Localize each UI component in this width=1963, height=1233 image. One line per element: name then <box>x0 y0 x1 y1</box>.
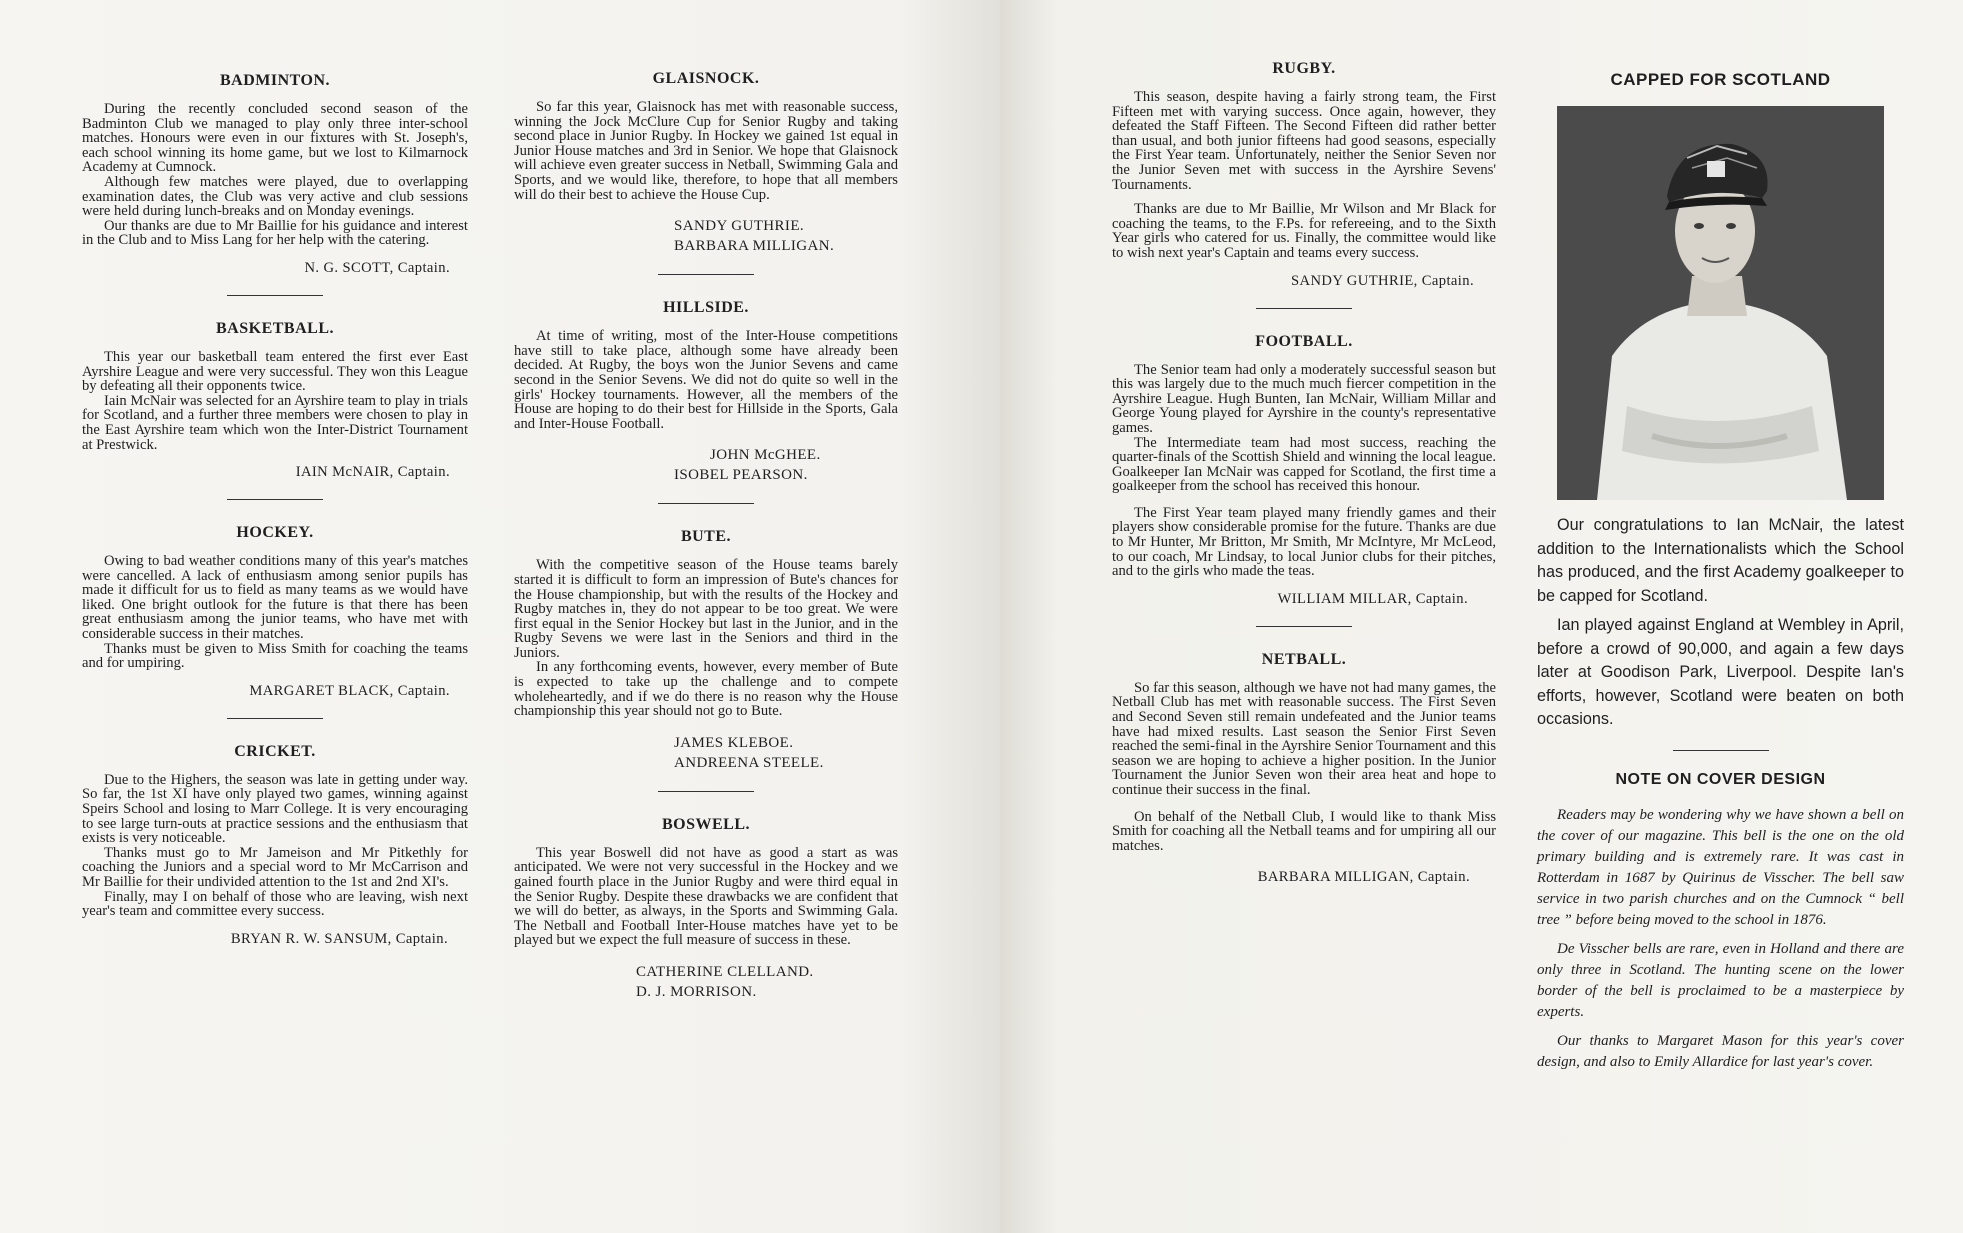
hillside-heading: HILLSIDE. <box>663 299 749 317</box>
netball-section <box>1112 651 1496 887</box>
bute-para: With the competitive season of the House teams barely started it is difficult to form an impression of Bute's chances for the House championship, but with the results of the Hockey and Rugby matches in, they do not appear to be too great. We were first equal in the Senior Hockey but last in the Junior, and in the Rugby Sevens we were last in the Seniors and third in the Juniors. <box>514 557 898 661</box>
house-captain-name: BARBARA MILLIGAN. <box>674 238 835 255</box>
cover-note-para: De Visscher bells are rare, even in Holland and there are only three in Scotland. The hunting scene on the lower border of the bell is proclaimed to be a masterpiece by experts. <box>1537 940 1904 1020</box>
house-captain-name: SANDY GUTHRIE. <box>674 218 805 235</box>
cricket-heading: CRICKET. <box>234 742 316 760</box>
rugby-heading: RUGBY. <box>1272 60 1336 77</box>
glaisnock-names <box>514 216 898 256</box>
rugby-signature: SANDY GUTHRIE, Captain. <box>1291 272 1474 289</box>
section-divider <box>658 503 754 504</box>
capped-section <box>1537 70 1904 732</box>
football-para: The Intermediate team had most success, reaching the quarter-finals of the Scottish Shield and winning the local league. Goalkeeper Ian McNair was capped for Scotland, the first time a goalkeeper from the school has received this honour. <box>1112 434 1496 495</box>
boswell-names <box>514 962 898 1002</box>
house-captain-name: CATHERINE CLELLAND. <box>636 964 814 980</box>
hillside-para: At time of writing, most of the Inter-House competitions have still to take place, although some have already been decided. At Rugby, the boys won the Junior Sevens and came second in the Senior Sevens. We did not do quite so well in the girls' Hockey tournaments. However, all the members of the House are hoping to do their best for Hillside in the Sports, Gala and Inter-House Football. <box>514 328 898 432</box>
badminton-section <box>82 72 468 277</box>
bute-names <box>514 733 898 773</box>
boswell-para: This year Boswell did not have as good a start as was anticipated. We were not very successful in the Hockey and we gained fourth place in the Junior Rugby and were third equal in the Senior Rugby. Despite these drawbacks we are confident that we will do better, as always, in the Sports and Swimming Gala. The Netball and Football Inter-House matches have yet to be played but we expect the full measure of success in these. <box>514 844 898 949</box>
right-column <box>1537 70 1904 1073</box>
bute-heading: BUTE. <box>680 528 732 546</box>
netball-heading: NETBALL. <box>1261 650 1347 668</box>
hillside-names <box>514 445 898 485</box>
netball-para: So far this season, although we have not had many games, the Netball Club has met with reasonable success. The First Seven and Second Seven still remain undefeated and the Junior teams have had mixed results. Last season the Senior First Seven reached the semi-final in the Ayrshire Senior Tournament and this season we are hoping to achieve a higher position. In the Junior Tournament the Junior Seven won their area heat and hope to continue their success in the final. <box>1112 679 1496 798</box>
portrait-photo <box>1557 106 1884 500</box>
hockey-heading: HOCKEY. <box>236 524 314 542</box>
football-heading: FOOTBALL. <box>1255 332 1353 350</box>
house-captain-name: ANDREENA STEELE. <box>674 754 824 771</box>
glaisnock-section <box>514 70 898 256</box>
cover-note-para: Readers may be wondering why we have shown a bell on the cover of our magazine. This bell is the one on the old primary building and is extremely rare. It was cast in Rotterdam in 1687 by Quirinus de Visscher. The bell saw service in two parish churches and on the Cumnock “ bell tree ” before being moved to the school in 1876. <box>1537 806 1904 928</box>
middle-left-column <box>514 70 898 1002</box>
bute-para: In any forthcoming events, however, every member of Bute is expected to take up the challenge and to compete wholeheartedly, and if we do there is no reason why the House championship this year should not go to Bute. <box>514 659 898 720</box>
basketball-para: Iain McNair was selected for an Ayrshire team to play in trials for Scotland, and a further three members were chosen to play in the East Ayrshire team which won the Inter-District Tournament at Prestwick. <box>82 392 468 453</box>
section-divider <box>1673 750 1769 751</box>
cricket-para: Due to the Highers, the season was late in getting under way. So far, the 1st XI have only played two games, winning against Speirs School and losing to Marr College. It is very encouraging to see large turn-outs at practice sessions and the enthusiasm that exists is very noticeable. <box>82 771 468 847</box>
cricket-para: Thanks must go to Mr Jameison and Mr Pitkethly for coaching the Juniors and a special word to Mr McCarrison and Mr Baillie for their undivided attention to the 1st and 2nd XI's. <box>82 844 468 890</box>
football-para: The First Year team played many friendly games and their players show considerable promise for the future. Thanks are due to Mr Hunter, Mr Britton, Mr Smith, Mr McIntyre, Mr McLeod, to our coach, Mr Lindsay, to local Junior clubs for their pitches, and to the girls who made the teas. <box>1112 504 1496 580</box>
house-captain-name: ISOBEL PEARSON. <box>674 467 808 484</box>
section-divider <box>227 295 323 296</box>
house-captain-name: D. J. MORRISON. <box>636 984 757 1000</box>
bute-section <box>514 528 898 773</box>
badminton-para: Our thanks are due to Mr Baillie for his guidance and interest in the Club and to Miss Lang for her help with the catering. <box>82 217 468 249</box>
boswell-section <box>514 816 898 1002</box>
rugby-section <box>1112 60 1496 290</box>
football-para: The Senior team had only a moderately successful season but this was largely due to the much much fiercer competition in the Ayrshire League. Hugh Bunten, Ian McNair, William Millar and George Young played for Ayrshire in the county's representative games. <box>1112 361 1496 436</box>
section-divider <box>227 718 323 719</box>
house-captain-name: JAMES KLEBOE. <box>674 734 794 751</box>
section-divider <box>1256 308 1352 309</box>
hockey-para: Thanks must be given to Miss Smith for coaching the teams and for umpiring. <box>82 640 468 672</box>
capped-para: Our congratulations to Ian McNair, the latest addition to the Internationalists which the School has produced, and the first Academy goalkeeper to be capped for Scotland. <box>1537 516 1904 605</box>
badminton-signature: N. G. SCOTT, Captain. <box>304 259 450 276</box>
badminton-heading: BADMINTON. <box>219 72 331 89</box>
hillside-section <box>514 299 898 485</box>
hockey-para: Owing to bad weather conditions many of this year's matches were cancelled. A lack of enthusiasm among senior pupils has made it difficult for us to field as many teams as we would have liked. One bright outlook for the future is that there has been great enthusiasm among the junior teams, who have met with considerable success in their matches. <box>82 553 468 643</box>
cricket-section <box>82 743 468 948</box>
hockey-section <box>82 524 468 700</box>
house-captain-name: JOHN McGHEE. <box>710 447 821 464</box>
rugby-para: Thanks are due to Mr Baillie, Mr Wilson and Mr Black for coaching the teams, to the F.Ps. for refereeing, and to the Sixth Year girls who catered for us. Finally, the committee would like to wish next year's Captain and teams every success. <box>1112 201 1496 261</box>
cover-note-heading: NOTE ON COVER DESIGN <box>1615 770 1826 788</box>
section-divider <box>658 274 754 275</box>
basketball-para: This year our basketball team entered the first ever East Ayrshire League and were very successful. They won this League by defeating all their opponents twice. <box>82 348 468 395</box>
basketball-signature: IAIN McNAIR, Captain. <box>295 464 450 481</box>
netball-para: On behalf of the Netball Club, I would like to thank Miss Smith for coaching all the Netball teams and for umpiring all our matches. <box>1112 808 1496 854</box>
cricket-signature: BRYAN R. W. SANSUM, Captain. <box>230 930 448 947</box>
section-divider <box>658 791 754 792</box>
glaisnock-para: So far this year, Glaisnock has met with reasonable success, winning the Jock McClure Cup for Senior Rugby and taking second place in Junior Rugby. In Hockey we gained 1st equal in Junior House matches and 3rd in Senior. We hope that Glaisnock will achieve even greater success in Netball, Swimming Gala and Sports, and we would like, therefore, to hope that all members will do their best to achieve the House Cup. <box>514 99 898 203</box>
left-column <box>82 72 468 948</box>
section-divider <box>227 499 323 500</box>
portrait-image <box>1557 106 1884 500</box>
cover-note-section <box>1537 771 1904 1073</box>
cricket-para: Finally, may I on behalf of those who are leaving, wish next year's team and committee every success. <box>82 888 468 920</box>
hockey-signature: MARGARET BLACK, Captain. <box>249 682 450 699</box>
football-signature: WILLIAM MILLAR, Captain. <box>1277 590 1468 607</box>
cover-note-para: Our thanks to Margaret Mason for this year's cover design, and also to Emily Allardice for last year's cover. <box>1537 1032 1904 1070</box>
badminton-para: Although few matches were played, due to overlapping examination dates, the Club was very active and club sessions were held during lunch-breaks and on Monday evenings. <box>82 173 468 220</box>
netball-signature: BARBARA MILLIGAN, Captain. <box>1257 869 1470 886</box>
football-section <box>1112 333 1496 608</box>
rugby-para: This season, despite having a fairly strong team, the First Fifteen met with varying success. Once again, however, they defeated the Staff Fifteen. The Second Fifteen did rather better than usual, and both junior fifteens had good seasons, especially the First Year team. Unfortunately, neither the Senior Seven nor the Junior Seven met with success in the Ayrshire Sevens' Tournaments. <box>1112 89 1496 193</box>
middle-right-column <box>1112 60 1496 886</box>
boswell-heading: BOSWELL. <box>661 815 751 833</box>
badminton-para: During the recently concluded second season of the Badminton Club we managed to play only three inter-school matches. Honours were even in our fixtures with St. Joseph's, each school winning its home game, but we lost to Kilmarnock Academy at Cumnock. <box>82 101 468 176</box>
glaisnock-heading: GLAISNOCK. <box>652 70 760 87</box>
basketball-heading: BASKETBALL. <box>216 319 334 337</box>
basketball-section <box>82 320 468 481</box>
capped-heading: CAPPED FOR SCOTLAND <box>1610 70 1831 89</box>
section-divider <box>1256 626 1352 627</box>
right-page <box>1000 0 1963 1233</box>
capped-para: Ian played against England at Wembley in April, before a crowd of 90,000, and again a few days later at Goodison Park, Liverpool. Despite Ian's efforts, however, Scotland were beaten on both occasions. <box>1537 616 1904 728</box>
